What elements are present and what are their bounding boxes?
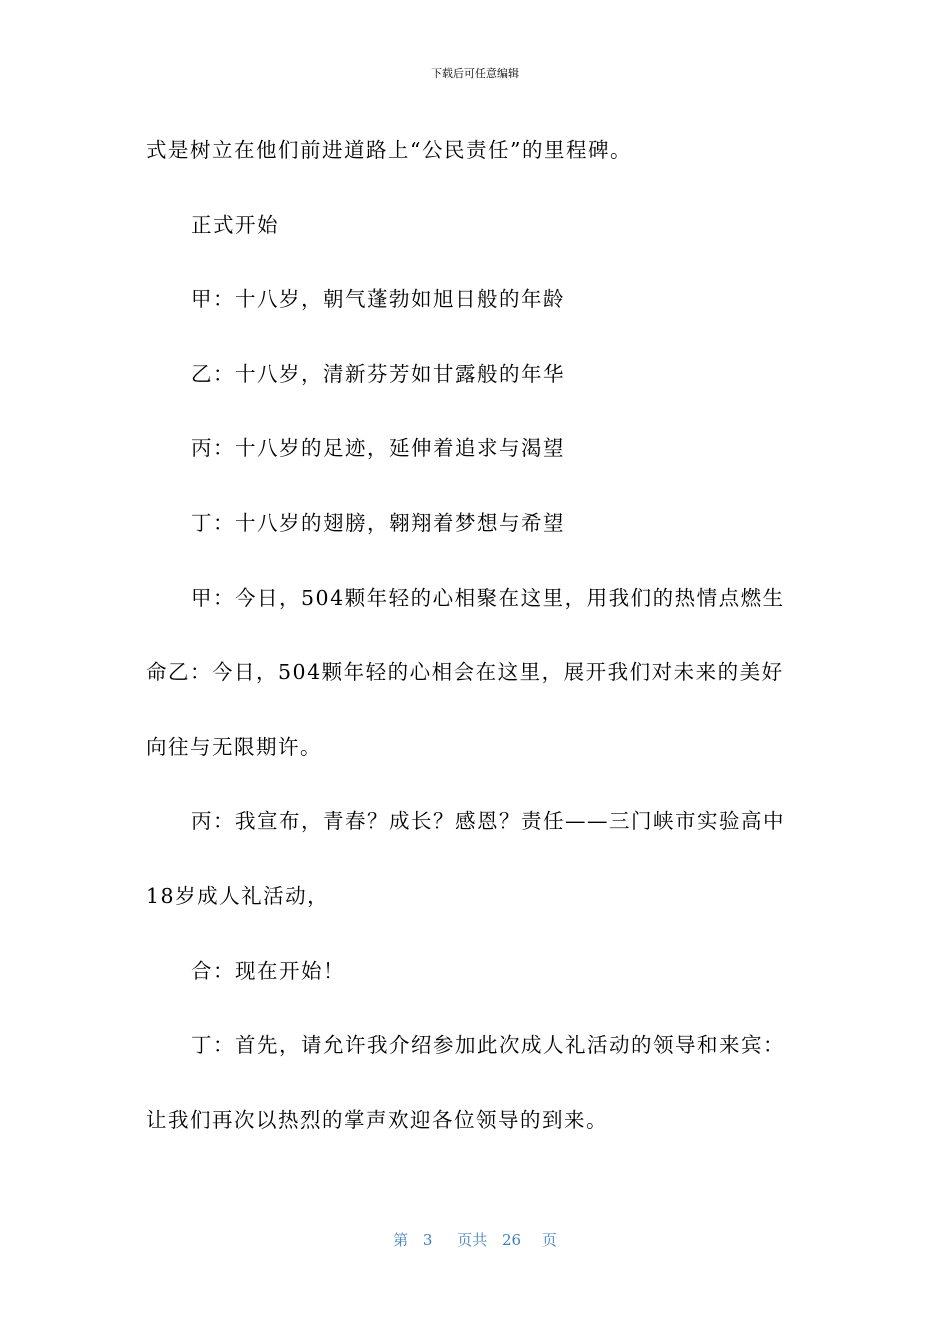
paragraph-line: 让我们再次以热烈的掌声欢迎各位领导的到来。 [146,1107,608,1132]
paragraph-line: 命乙：今日，504颗年轻的心相会在这里，展开我们对未来的美好 [146,660,784,685]
paragraph-line: 甲：今日，504颗年轻的心相聚在这里，用我们的热情点燃生 [191,585,785,610]
footer-total-pages: 26 [502,1231,522,1249]
paragraph-line: 丁：首先，请允许我介绍参加此次成人礼活动的领导和来宾： [191,1033,785,1058]
paragraph-line: 乙：十八岁，清新芬芳如甘露般的年华 [191,361,565,386]
paragraph-line: 向往与无限期许。 [146,734,322,759]
paragraph-line: 合：现在开始！ [191,958,345,983]
paragraph-line: 丙：十八岁的足迹，延伸着追求与渴望 [191,436,565,461]
document-body [146,130,806,1174]
footer-suffix: 页 [541,1231,557,1249]
paragraph-line: 式是树立在他们前进道路上“公民责任”的里程碑。 [146,138,632,162]
header-text: 下载后可任意编辑 [431,67,519,80]
paragraph-line: 丙：我宣布，青春？成长？感恩？责任——三门峡市实验高中 [191,809,785,834]
footer-middle: 页共 [457,1231,488,1249]
paragraph-line: 甲：十八岁，朝气蓬勃如旭日般的年龄 [191,287,565,312]
paragraph-line: 18岁成人礼活动， [146,883,330,908]
page-footer [0,1230,950,1250]
footer-page-number: 3 [422,1231,433,1249]
paragraph-line: 正式开始 [191,212,279,237]
paragraph-line: 丁：十八岁的翅膀，翱翔着梦想与希望 [191,510,565,535]
footer-prefix: 第 [393,1231,409,1249]
page-header [0,66,950,82]
